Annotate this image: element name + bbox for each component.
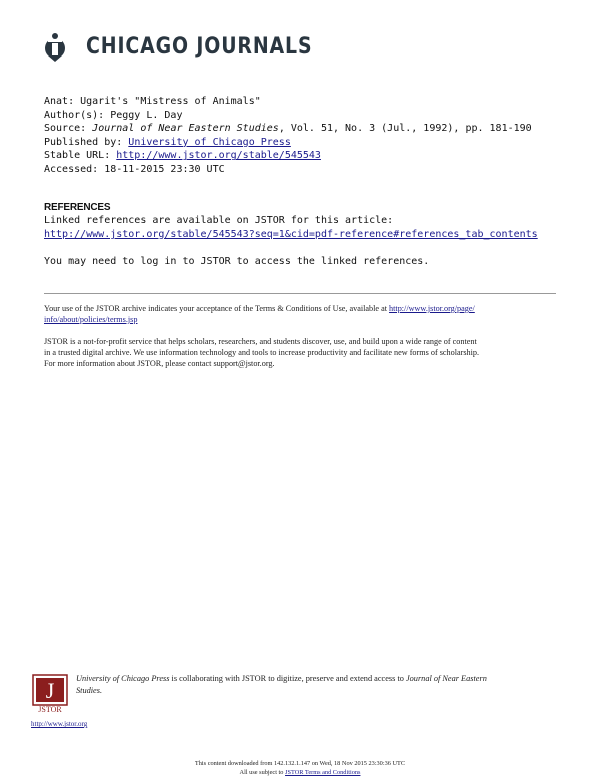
terms-url-link[interactable]: http://www.jstor.org/page/ bbox=[389, 304, 475, 313]
university-seal-icon bbox=[42, 30, 78, 66]
journal-name: Journal of Near Eastern bbox=[405, 674, 487, 683]
publisher-link[interactable]: University of Chicago Press bbox=[128, 136, 291, 148]
jstor-logo-text: JSTOR bbox=[38, 705, 62, 714]
jstor-about bbox=[44, 336, 564, 369]
source-details: , Vol. 51, No. 3 (Jul., 1992), pp. 181-190 bbox=[278, 123, 532, 135]
article-title: Anat: Ugarit's "Mistress of Animals" bbox=[44, 96, 261, 107]
article-stable-url bbox=[44, 149, 321, 163]
journal-name-cont: Studies. bbox=[76, 685, 103, 695]
article-publisher bbox=[44, 136, 291, 150]
references-heading: REFERENCES bbox=[44, 202, 111, 213]
jstor-logo bbox=[32, 674, 68, 714]
source-journal: Journal of Near Eastern Studies bbox=[92, 123, 279, 135]
about-line-2: in a trusted digital archive. We use information technology and tools to increase productivity and facilitate new forms of scholarship. bbox=[44, 348, 480, 357]
references-url-link[interactable]: http://www.jstor.org/stable/545543?seq=1&cid=pdf-reference#references_tab_contents bbox=[44, 229, 538, 240]
publisher-label: Published by: bbox=[44, 136, 129, 148]
terms-conditions-link[interactable]: JSTOR Terms and Conditions bbox=[285, 768, 361, 776]
divider bbox=[44, 293, 556, 294]
terms-text: Your use of the JSTOR archive indicates your acceptance of the Terms & Conditions of Use, available at bbox=[44, 304, 390, 313]
download-info bbox=[0, 760, 600, 777]
stable-url-link[interactable]: http://www.jstor.org/stable/545543 bbox=[116, 150, 321, 162]
references-link bbox=[44, 228, 538, 242]
collaboration-notice bbox=[76, 673, 566, 696]
terms-url-link-cont[interactable]: info/about/policies/terms.jsp bbox=[44, 315, 138, 324]
about-line-1: JSTOR is a not-for-profit service that helps scholars, researchers, and students discover, use, and build upon a wide range of content bbox=[44, 337, 477, 346]
source-label: Source: bbox=[44, 123, 93, 135]
svg-text:J: J bbox=[45, 678, 55, 703]
article-accessed: Accessed: 18-11-2015 23:30 UTC bbox=[44, 164, 225, 175]
login-note: You may need to log in to JSTOR to access the linked references. bbox=[44, 256, 430, 267]
stable-url-label: Stable URL: bbox=[44, 150, 117, 162]
collaboration-text: is collaborating with JSTOR to digitize, preserve and extend access to bbox=[169, 674, 406, 683]
download-line-2-prefix: All use subject to bbox=[239, 768, 286, 776]
article-source bbox=[44, 122, 532, 136]
article-authors: Author(s): Peggy L. Day bbox=[44, 109, 183, 121]
jstor-logo-icon bbox=[32, 674, 68, 714]
references-intro: Linked references are available on JSTOR for this article: bbox=[44, 215, 394, 226]
about-line-3: For more information about JSTOR, please contact support@jstor.org. bbox=[44, 359, 275, 368]
terms-notice bbox=[44, 303, 564, 325]
footer-jstor-url bbox=[31, 720, 87, 728]
download-line-1: This content downloaded from 142.132.1.147 on Wed, 18 Nov 2015 23:30:36 UTC bbox=[194, 760, 406, 767]
press-name: University of Chicago Press bbox=[76, 674, 170, 683]
jstor-home-link[interactable]: http://www.jstor.org bbox=[31, 720, 88, 728]
logo-text: CHICAGO JOURNALS bbox=[86, 34, 313, 59]
